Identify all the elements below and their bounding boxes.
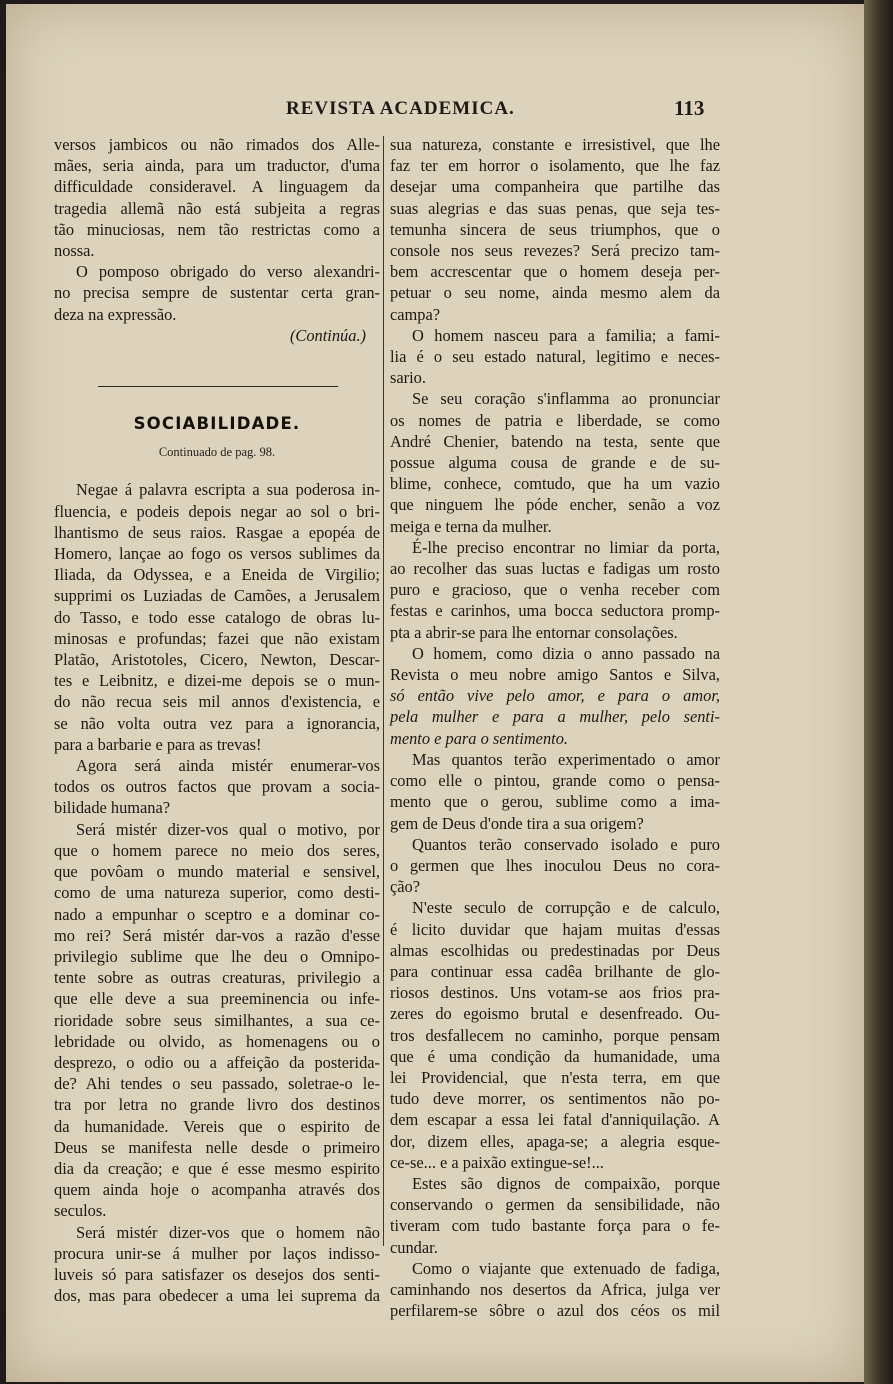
- text-line: André Chenier, batendo na testa, sente que: [390, 431, 720, 451]
- text-line: no precisa sempre de sustentar certa gran-: [54, 283, 380, 303]
- text-line: mento e para o sentimento.: [390, 728, 568, 748]
- text-line: O homem, como dizia o anno passado na: [412, 643, 720, 663]
- text-line: dia da creação; e que é esse mesmo espirito: [54, 1158, 380, 1178]
- text-line: riosos destinos. Uns votam-se aos frios pra-: [390, 983, 720, 1003]
- text-line: difficuldade consideravel. A linguagem da: [54, 177, 380, 197]
- text-line: Será mistér dizer-vos que o homem não: [76, 1222, 380, 1242]
- text-line: nado a empunhar o sceptro e a dominar co-: [54, 904, 380, 924]
- text-line: dos, mas para obedecer a uma lei suprema da: [54, 1286, 380, 1306]
- text-line: Se seu coração s'inflamma ao pronunciar: [412, 389, 720, 409]
- text-line: perfilarem-se sôbre o azul dos céos os mil: [390, 1301, 720, 1321]
- text-line: seculos.: [54, 1201, 107, 1221]
- text-line: do não recua seis mil annos d'existencia, e: [54, 692, 380, 712]
- text-line: que elle deve a sua preeminencia ou infe-: [54, 989, 380, 1009]
- text-line: Quantos terão conservado isolado e puro: [412, 834, 720, 854]
- text-line: para continuar essa cadêa brilhante de glo-: [390, 961, 720, 981]
- text-line: que o homem parece no meio dos seres,: [54, 840, 380, 860]
- text-line: caminhando nos desertos da Africa, julga ver: [390, 1279, 720, 1299]
- text-line: É-lhe preciso encontrar no limiar da porta,: [412, 537, 720, 557]
- text-line: Será mistér dizer-vos qual o motivo, por: [76, 819, 380, 839]
- running-title: REVISTA ACADEMICA.: [286, 98, 515, 119]
- text-line: tes e Leibnitz, e dizei-me depois se o mun-: [54, 671, 380, 691]
- text-line: O homem nasceu para a familia; a fami-: [412, 325, 720, 345]
- text-line: Negae á palavra escripta a sua poderosa in-: [76, 480, 380, 500]
- text-line: zeres do egoismo brutal e desenfreado. Ou-: [390, 1004, 720, 1024]
- text-line: desejar uma companheira que partilhe das: [390, 177, 720, 197]
- text-line: os nomes de patria e liberdade, se como: [390, 410, 720, 430]
- text-line: para a barbarie e para as trevas!: [54, 734, 262, 754]
- right-column: [390, 134, 720, 1321]
- text-line: Revista o meu nobre amigo Santos e Silva,: [390, 665, 720, 685]
- text-line: puro e gracioso, que o venha receber com: [390, 580, 720, 600]
- text-line: faz ter em horror o isolamento, que lhe faz: [390, 156, 720, 176]
- text-line: O pomposo obrigado do verso alexandri-: [76, 262, 380, 282]
- text-line: tudo deve morrer, os sentimentos não po-: [390, 1089, 720, 1109]
- text-line: Homero, lançae ao fogo os versos sublimes da: [54, 544, 380, 564]
- text-line: que povôam o mundo material e sensivel,: [54, 862, 380, 882]
- text-line: o germen que lhes inoculou Deus no cora-: [390, 855, 720, 875]
- text-line: campa?: [390, 304, 441, 324]
- page-header: [6, 94, 864, 124]
- text-line: cundar.: [390, 1237, 438, 1257]
- text-line: Agora será ainda mistér enumerar-vos: [76, 756, 380, 776]
- text-line: console nos seus revezes? Será precizo tam-: [390, 241, 720, 261]
- text-line: que ninguem lhe póde encher, senão a voz: [390, 495, 720, 515]
- text-line: sua natureza, constante e irresistivel, que lhe: [390, 135, 720, 154]
- text-line: privilegio sublime que lhe deu o Omnipo-: [54, 946, 380, 966]
- text-line: gem de Deus d'onde tira a sua origem?: [390, 813, 644, 833]
- text-line: mento que o gerou, sublime como a ima-: [390, 792, 720, 812]
- text-line: tros desfallecem no caminho, porque pensam: [390, 1025, 720, 1045]
- text-line: tragedia allemã não está subjeita a regras: [54, 198, 380, 218]
- text-line: supprimi os Luziadas de Camões, a Jerusalem: [54, 586, 380, 606]
- text-line: lei Providencial, que n'esta terra, em que: [390, 1067, 720, 1087]
- text-line: como elle o pintou, grande como o pensa-: [390, 771, 720, 791]
- text-line: petuar o seu nome, ainda mesmo alem da: [390, 283, 720, 303]
- text-line: nossa.: [54, 241, 95, 261]
- text-line: suas alegrias e das suas penas, que seja tes-: [390, 198, 720, 218]
- text-line: tiveram com tudo bastante força para o fe-: [390, 1216, 720, 1236]
- section-title: SOCIABILIDADE.: [133, 414, 301, 434]
- text-line: sario.: [390, 368, 426, 388]
- text-line: ce-se... e a paixão extingue-se!...: [390, 1152, 604, 1172]
- text-line: Deus se manifesta nelle desde o primeiro: [54, 1137, 380, 1157]
- text-line: bilidade humana?: [54, 798, 171, 818]
- text-line: versos jambicos ou não rimados dos Alle-: [54, 135, 380, 154]
- text-line: desprezo, o odio ou a affeição da posterida-: [54, 1052, 380, 1072]
- text-line: meiga e terna da mulher.: [390, 516, 552, 536]
- text-line: do Tasso, e todo esse catalogo de obras lu-: [54, 607, 380, 627]
- continuation-note: Continuado de pag. 98.: [158, 445, 276, 460]
- text-line: tente sobre as outras creaturas, privilegio a: [54, 968, 380, 988]
- text-line: como de uma natureza superior, como desti-: [54, 883, 380, 903]
- text-line: Platão, Aristotoles, Cicero, Newton, Descar-: [54, 650, 380, 670]
- text-line: é licito duvidar que hajam muitas d'essas: [390, 919, 720, 939]
- text-line: dor, dizem elles, apaga-se; a alegria esque-: [390, 1131, 720, 1151]
- text-line: temunha sincera de seus triumphos, que o: [390, 219, 720, 239]
- left-column: [54, 134, 380, 1306]
- text-line: luveis só para satisfazer os desejos dos senti-: [54, 1264, 380, 1284]
- text-line: que é uma condição da humanidade, uma: [390, 1046, 720, 1066]
- text-line: dem escapar a essa lei fatal d'anniquilação. A: [390, 1110, 720, 1130]
- text-line: pela mulher e para a mulher, pelo senti-: [390, 707, 720, 727]
- text-line: se não volta outra vez para a ignorancia,: [54, 713, 380, 733]
- text-line: quem ainda hoje o acompanha através dos: [54, 1180, 380, 1200]
- text-line: tra por letra no grande livro dos destinos: [54, 1095, 380, 1115]
- text-line: N'este seculo de corrupção e de calculo,: [412, 898, 720, 918]
- text-line: mo rei? Será mistér dar-vos a razão d'esse: [54, 925, 380, 945]
- section-divider: [98, 386, 338, 387]
- text-line: possue alguma cousa de grande e de su-: [390, 453, 720, 473]
- text-line: ao recolher das suas luctas e fadigas um rosto: [390, 559, 720, 579]
- column-divider: [383, 136, 384, 1246]
- text-line: ção?: [390, 877, 421, 897]
- text-line: lebridade ou olvido, as homenagens ou o: [54, 1031, 380, 1051]
- text-line: Como o viajante que extenuado de fadiga,: [412, 1258, 720, 1278]
- continues-note: (Continúa.): [289, 325, 366, 345]
- text-line: só então vive pelo amor, e para o amor,: [390, 686, 720, 706]
- text-line: almas escolhidas ou predestinadas por Deus: [390, 940, 720, 960]
- text-line: conservando o germen da sensibilidade, não: [390, 1195, 720, 1215]
- page-edge-shadow: [864, 0, 893, 1384]
- text-line: pta a abrir-se para lhe entornar consolações.: [390, 622, 678, 642]
- text-line: Mas quantos terão experimentado o amor: [412, 749, 720, 769]
- text-line: tão minuciosas, nem tão restrictas como a: [54, 219, 380, 239]
- page-number: 113: [674, 96, 705, 120]
- text-line: Iliada, da Odyssea, e a Eneida de Virgilio;: [54, 565, 380, 585]
- text-line: todos os outros factos que provam a socia-: [54, 777, 380, 797]
- text-line: de? Ahi tendes o seu passado, soletrae-o le-: [54, 1074, 380, 1094]
- text-line: procura unir-se á mulher por laços indisso-: [54, 1243, 380, 1263]
- journal-page: [6, 4, 864, 1382]
- text-line: rioridade sobre seus similhantes, a sua ce-: [54, 1010, 380, 1030]
- text-line: lhantismo de seus raios. Rasgae a epopéa de: [54, 522, 380, 542]
- text-line: da humanidade. Vereis que o espirito de: [54, 1116, 380, 1136]
- text-line: blime, conhece, comtudo, que ha um vazio: [390, 474, 720, 494]
- text-line: festas e carinhos, uma bocca seductora promp-: [390, 601, 720, 621]
- text-line: Estes são dignos de compaixão, porque: [412, 1173, 720, 1193]
- text-line: deza na expressão.: [54, 304, 177, 324]
- text-line: bem accrescentar que o homem deseja per-: [390, 262, 720, 282]
- text-line: minosas e profundas; fazei que não existam: [54, 628, 380, 648]
- text-line: mães, seria ainda, para um traductor, d'uma: [54, 156, 380, 176]
- text-line: fluencia, e podeis depois negar ao sol o bri-: [54, 501, 380, 521]
- text-line: lia é o seu estado natural, legitimo e neces-: [390, 347, 720, 367]
